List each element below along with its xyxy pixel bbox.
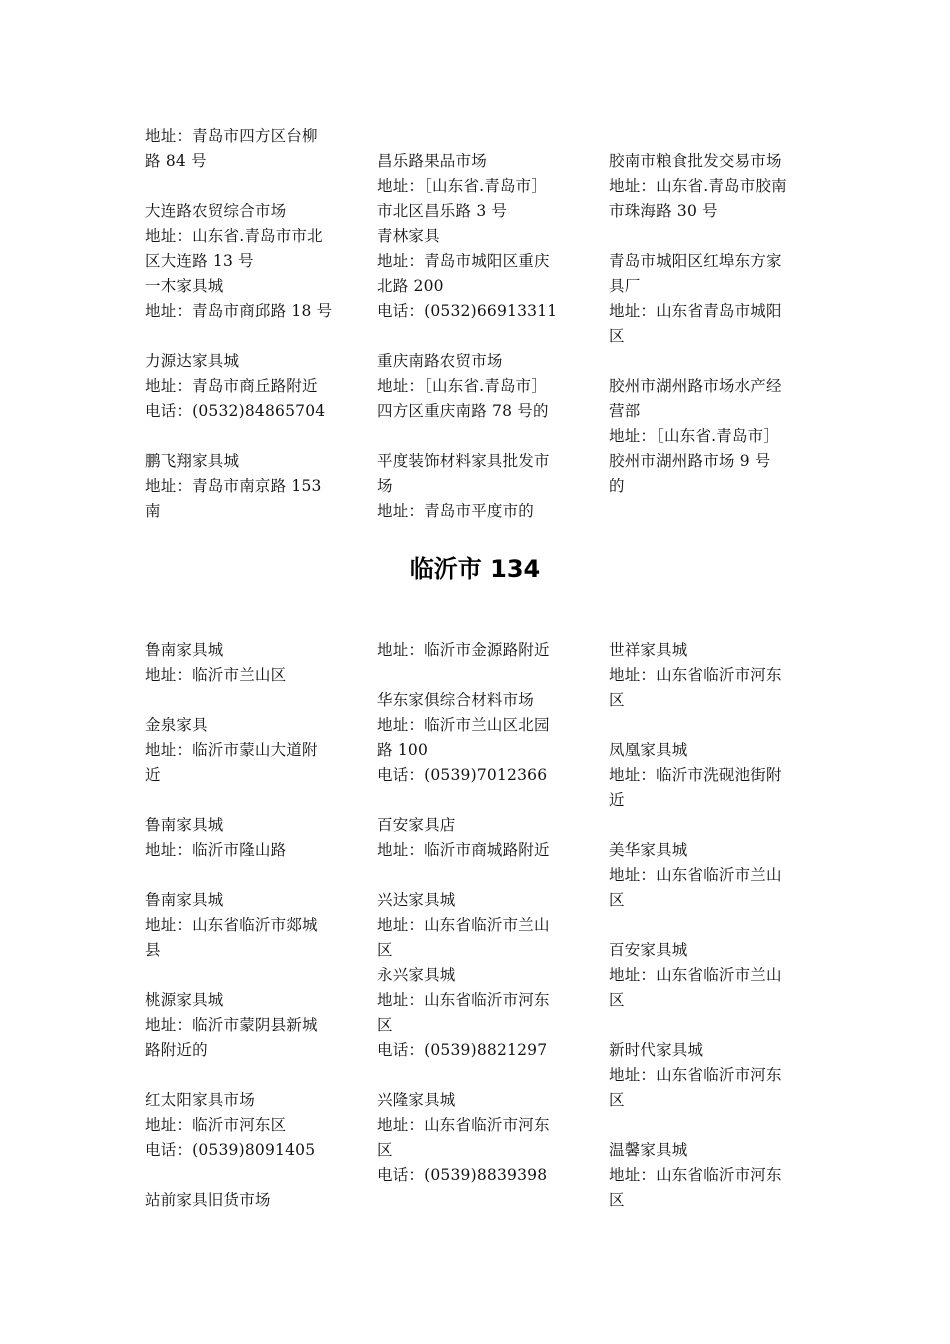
listing-line: 百安家具城 — [609, 941, 688, 959]
listing-line: 区 — [609, 327, 625, 345]
blank-line — [377, 663, 577, 688]
listing-line: 电话：(0539)7012366 — [377, 766, 548, 784]
listing-line: 区 — [377, 941, 393, 959]
listing-line: 地址：山东省临沂市河东 — [377, 991, 550, 1009]
listing-line: 区 — [377, 1016, 393, 1034]
listing-line: 地址：［山东省.青岛市］ — [377, 377, 548, 395]
listing-line: 兴达家具城 — [377, 891, 456, 909]
listing-line: 青林家具 — [377, 227, 440, 245]
listing-line: 地址：青岛市城阳区重庆 — [377, 252, 550, 270]
listing-line: 百安家具店 — [377, 816, 456, 834]
listing-line: 桃源家具城 — [145, 991, 224, 1009]
listing-line: 地址：临沂市隆山路 — [145, 841, 287, 859]
blank-line — [145, 324, 345, 349]
listing-line: 地址：山东省临沂市兰山 — [377, 916, 550, 934]
listing-line: 地址：山东省.青岛市市北 — [145, 227, 323, 245]
listing-line: 青岛市城阳区红埠东方家 — [609, 252, 782, 270]
listing-line: 美华家具城 — [609, 841, 688, 859]
listing-line: 地址：临沂市蒙山大道附 — [145, 741, 318, 759]
listing-line: 县 — [145, 941, 161, 959]
blank-line — [377, 1063, 577, 1088]
listing-line: 地址：青岛市商邱路 18 号 — [145, 302, 333, 320]
listing-line: 电话：(0532)66913311 — [377, 302, 558, 320]
listing-line: 地址：临沂市蒙阴县新城 — [145, 1016, 318, 1034]
listing-line: 鲁南家具城 — [145, 891, 224, 909]
listing-line: 胶州市湖州路市场水产经 — [609, 377, 782, 395]
listing-line: 地址：山东省临沂市兰山 — [609, 966, 782, 984]
listing-line: 地址：临沂市兰山区北园 — [377, 716, 550, 734]
listing-line: 胶州市湖州路市场 9 号 — [609, 452, 771, 470]
listing-line: 鲁南家具城 — [145, 816, 224, 834]
listing-line: 地址：［山东省.青岛市］ — [377, 177, 548, 195]
listing-line: 华东家俱综合材料市场 — [377, 691, 535, 709]
blank-line — [377, 424, 577, 449]
listing-line: 鲁南家具城 — [145, 641, 224, 659]
blank-line — [609, 349, 809, 374]
listing-line: 世祥家具城 — [609, 641, 688, 659]
listing-line: 新时代家具城 — [609, 1041, 704, 1059]
blank-line — [145, 1163, 345, 1188]
listing-column-3 — [609, 124, 809, 499]
section-heading-linyi: 临沂市 134 — [409, 555, 541, 583]
listing-line: 营部 — [609, 402, 641, 420]
blank-line — [377, 863, 577, 888]
blank-line — [609, 813, 809, 838]
blank-line — [609, 224, 809, 249]
listing-line: 地址：临沂市河东区 — [145, 1116, 287, 1134]
listing-line: 市北区昌乐路 3 号 — [377, 202, 508, 220]
listing-line: 市珠海路 30 号 — [609, 202, 718, 220]
listing-line: 电话：(0539)8839398 — [377, 1166, 548, 1184]
listing-line: 地址：青岛市平度市的 — [377, 502, 535, 520]
listing-line: 北路 200 — [377, 277, 444, 295]
listing-line: 地址：山东省青岛市城阳 — [609, 302, 782, 320]
listing-line: 大连路农贸综合市场 — [145, 202, 287, 220]
listing-line: 电话：(0532)84865704 — [145, 402, 326, 420]
listing-line: 永兴家具城 — [377, 966, 456, 984]
listing-column-1 — [145, 638, 345, 1213]
listing-line: 电话：(0539)8091405 — [145, 1141, 316, 1159]
listing-column-2 — [377, 638, 577, 1188]
listing-line: 区 — [609, 1191, 625, 1209]
listing-line: 地址：临沂市兰山区 — [145, 666, 287, 684]
listing-column-1 — [145, 124, 345, 524]
listing-line: 具厂 — [609, 277, 641, 295]
listing-line: 地址：山东省临沂市河东 — [609, 666, 782, 684]
listing-line: 四方区重庆南路 78 号的 — [377, 402, 549, 420]
listing-line: 区 — [609, 891, 625, 909]
listing-line: 兴隆家具城 — [377, 1091, 456, 1109]
blank-line — [145, 688, 345, 713]
blank-line — [609, 713, 809, 738]
listing-line: 红太阳家具市场 — [145, 1091, 255, 1109]
blank-line — [377, 324, 577, 349]
listing-line: 鹏飞翔家具城 — [145, 452, 240, 470]
listing-line: 路 100 — [377, 741, 429, 759]
blank-line — [377, 788, 577, 813]
listing-line: 区 — [609, 991, 625, 1009]
listing-line: 区大连路 13 号 — [145, 252, 254, 270]
listing-column-2 — [377, 124, 577, 524]
listing-line: 电话：(0539)8821297 — [377, 1041, 548, 1059]
listing-line: 力源达家具城 — [145, 352, 240, 370]
listing-line: 路 84 号 — [145, 152, 207, 170]
blank-line — [377, 124, 577, 149]
blank-line — [145, 174, 345, 199]
listing-line: 温馨家具城 — [609, 1141, 688, 1159]
listing-line: 场 — [377, 477, 393, 495]
listing-line: 地址：临沂市商城路附近 — [377, 841, 550, 859]
listing-line: 昌乐路果品市场 — [377, 152, 487, 170]
blank-line — [145, 788, 345, 813]
blank-line — [609, 124, 809, 149]
listing-line: 站前家具旧货市场 — [145, 1191, 271, 1209]
blank-line — [609, 1113, 809, 1138]
blank-line — [609, 1013, 809, 1038]
listing-line: 近 — [145, 766, 161, 784]
listing-line: 地址：山东省临沂市河东 — [609, 1066, 782, 1084]
listing-line: 的 — [609, 477, 625, 495]
listing-line: 区 — [609, 691, 625, 709]
listing-line: 胶南市粮食批发交易市场 — [609, 152, 782, 170]
listing-line: 南 — [145, 502, 161, 520]
listing-line: 地址：青岛市四方区台柳 — [145, 127, 318, 145]
listing-line: 地址：青岛市商丘路附近 — [145, 377, 318, 395]
listing-line: 平度装饰材料家具批发市 — [377, 452, 550, 470]
blank-line — [609, 913, 809, 938]
listing-line: 金泉家具 — [145, 716, 208, 734]
listing-line: 地址：山东省临沂市郯城 — [145, 916, 318, 934]
blank-line — [145, 863, 345, 888]
listing-line: 路附近的 — [145, 1041, 208, 1059]
listing-line: 地址：山东省临沂市河东 — [377, 1116, 550, 1134]
listing-line: 地址：山东省.青岛市胶南 — [609, 177, 787, 195]
listing-line: 地址：临沂市金源路附近 — [377, 641, 550, 659]
listing-line: 近 — [609, 791, 625, 809]
blank-line — [145, 424, 345, 449]
listing-line: 地址：临沂市洗砚池街附 — [609, 766, 782, 784]
blank-line — [145, 963, 345, 988]
blank-line — [145, 1063, 345, 1088]
listing-line: 重庆南路农贸市场 — [377, 352, 503, 370]
listing-line: 区 — [609, 1091, 625, 1109]
listing-line: 凤凰家具城 — [609, 741, 688, 759]
listing-line: 地址：［山东省.青岛市］ — [609, 427, 780, 445]
listing-line: 一木家具城 — [145, 277, 224, 295]
listing-column-3 — [609, 638, 809, 1213]
listing-line: 地址：青岛市南京路 153 — [145, 477, 322, 495]
listing-line: 区 — [377, 1141, 393, 1159]
listing-line: 地址：山东省临沂市兰山 — [609, 866, 782, 884]
listing-line: 地址：山东省临沂市河东 — [609, 1166, 782, 1184]
